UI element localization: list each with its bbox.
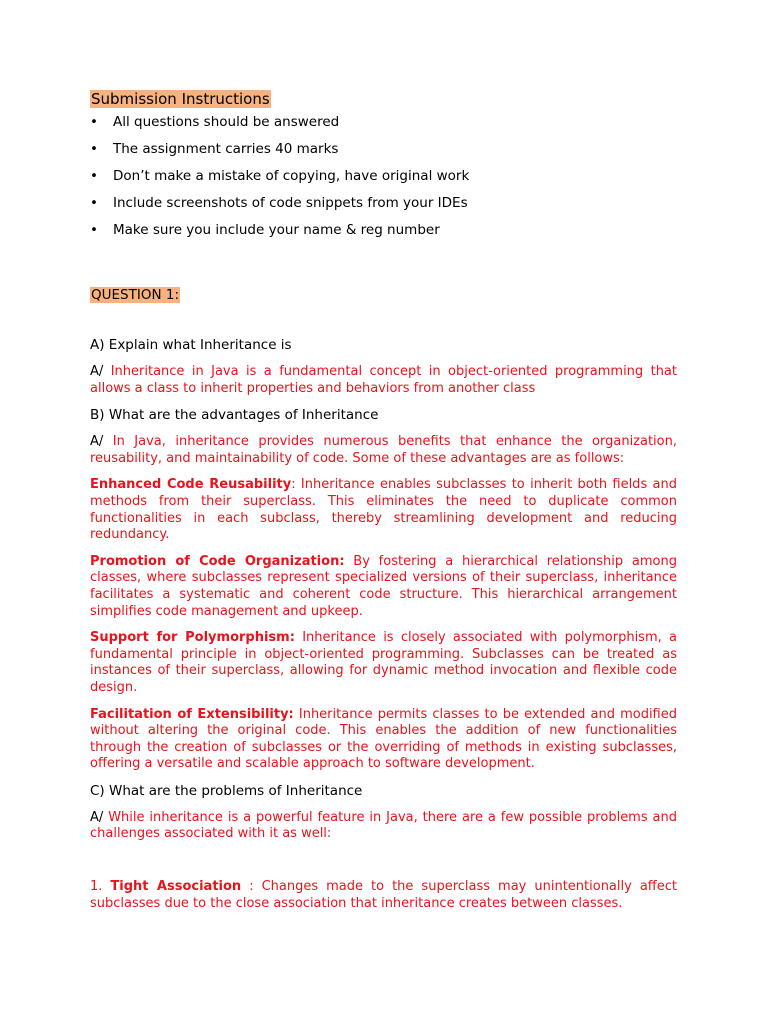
- question-b-prompt: B) What are the advantages of Inheritance: [90, 407, 379, 424]
- advantage-term: Promotion of Code Organization:: [90, 553, 345, 569]
- answer-lead: A/: [90, 434, 104, 450]
- advantage-term: Facilitation of Extensibility:: [90, 706, 294, 722]
- bullet-icon: •: [90, 114, 98, 130]
- advantage-text: By fostering a hierarchical relationship among classes, where subclasses represent specialized versions of their superclass, inheritance facilitates a systematic and coherent code structure. This hierarchical arrangement simplifies code management and upkeep.: [90, 553, 678, 619]
- advantage-text: : Inheritance enables subclasses to inherit both fields and methods from their superclass. This eliminates the need to duplicate common functionalities in each subclass, thereby streamlining development and reducing redundancy.: [90, 477, 677, 543]
- answer-b: [90, 434, 677, 467]
- list-item-text: All questions should be answered: [113, 114, 340, 130]
- problem-term: Tight Association: [110, 879, 242, 895]
- question-c-prompt: C) What are the problems of Inheritance: [90, 782, 363, 799]
- list-item-text: Make sure you include your name & reg number: [113, 222, 440, 238]
- list-item: [90, 223, 677, 250]
- submission-instructions-title: Submission Instructions: [91, 90, 270, 108]
- advantage-paragraph: [90, 554, 677, 620]
- bullet-icon: •: [90, 195, 98, 211]
- bullet-icon: •: [90, 168, 98, 184]
- list-item: [90, 169, 677, 196]
- list-item-text: The assignment carries 40 marks: [113, 141, 339, 157]
- answer-b-text: In Java, inheritance provides numerous benefits that enhance the organization, reusability, and maintainability of code. Some of these advantages are as follows:: [90, 434, 677, 466]
- answer-lead: A/: [90, 364, 104, 379]
- problem-paragraph: [90, 879, 677, 912]
- list-item: [90, 142, 677, 169]
- answer-c: [90, 810, 677, 843]
- advantage-term: Support for Polymorphism:: [90, 630, 295, 646]
- problem-text: : Changes made to the superclass may unintentionally affect subclasses due to the close association that inheritance creates between classes.: [90, 879, 677, 911]
- document-content: [90, 89, 677, 912]
- question-1-title: QUESTION 1:: [91, 287, 179, 303]
- answer-a-text: Inheritance in Java is a fundamental concept in object-oriented programming that allows a class to inherit properties and behaviors from another class: [90, 364, 677, 396]
- submission-instructions-heading: [90, 89, 677, 109]
- list-item: [90, 115, 677, 142]
- advantage-text: Inheritance is closely associated with polymorphism, a fundamental principle in object-oriented programming. Subclasses can be treated as instances of their superclass, allowing for dynamic method invocation and flexible code design.: [90, 630, 678, 695]
- advantage-paragraph: [90, 477, 677, 543]
- answer-c-text: While inheritance is a powerful feature in Java, there are a few possible problems and challenges associated with it as well:: [90, 809, 677, 842]
- advantage-paragraph: [90, 707, 677, 773]
- bullet-icon: •: [90, 222, 98, 238]
- submission-instructions-list: [90, 115, 677, 250]
- advantage-term: Enhanced Code Reusability: [90, 477, 292, 493]
- answer-a: [90, 364, 677, 397]
- list-item-text: Include screenshots of code snippets from your IDEs: [113, 195, 468, 211]
- advantage-paragraph: [90, 630, 677, 696]
- question-a-prompt: A) Explain what Inheritance is: [90, 337, 292, 353]
- list-item: [90, 196, 677, 223]
- list-item-text: Don’t make a mistake of copying, have original work: [113, 168, 470, 184]
- problem-number: 1.: [90, 879, 111, 895]
- answer-lead: A/: [90, 809, 104, 825]
- advantage-text: Inheritance permits classes to be extended and modified without altering the original code. This enables the addition of new functionalities through the creation of subclasses or the overriding of methods in existing subclasses, offering a versatile and scalable approach to software development.: [90, 706, 677, 772]
- bullet-icon: •: [90, 141, 98, 157]
- question-heading: [90, 285, 677, 305]
